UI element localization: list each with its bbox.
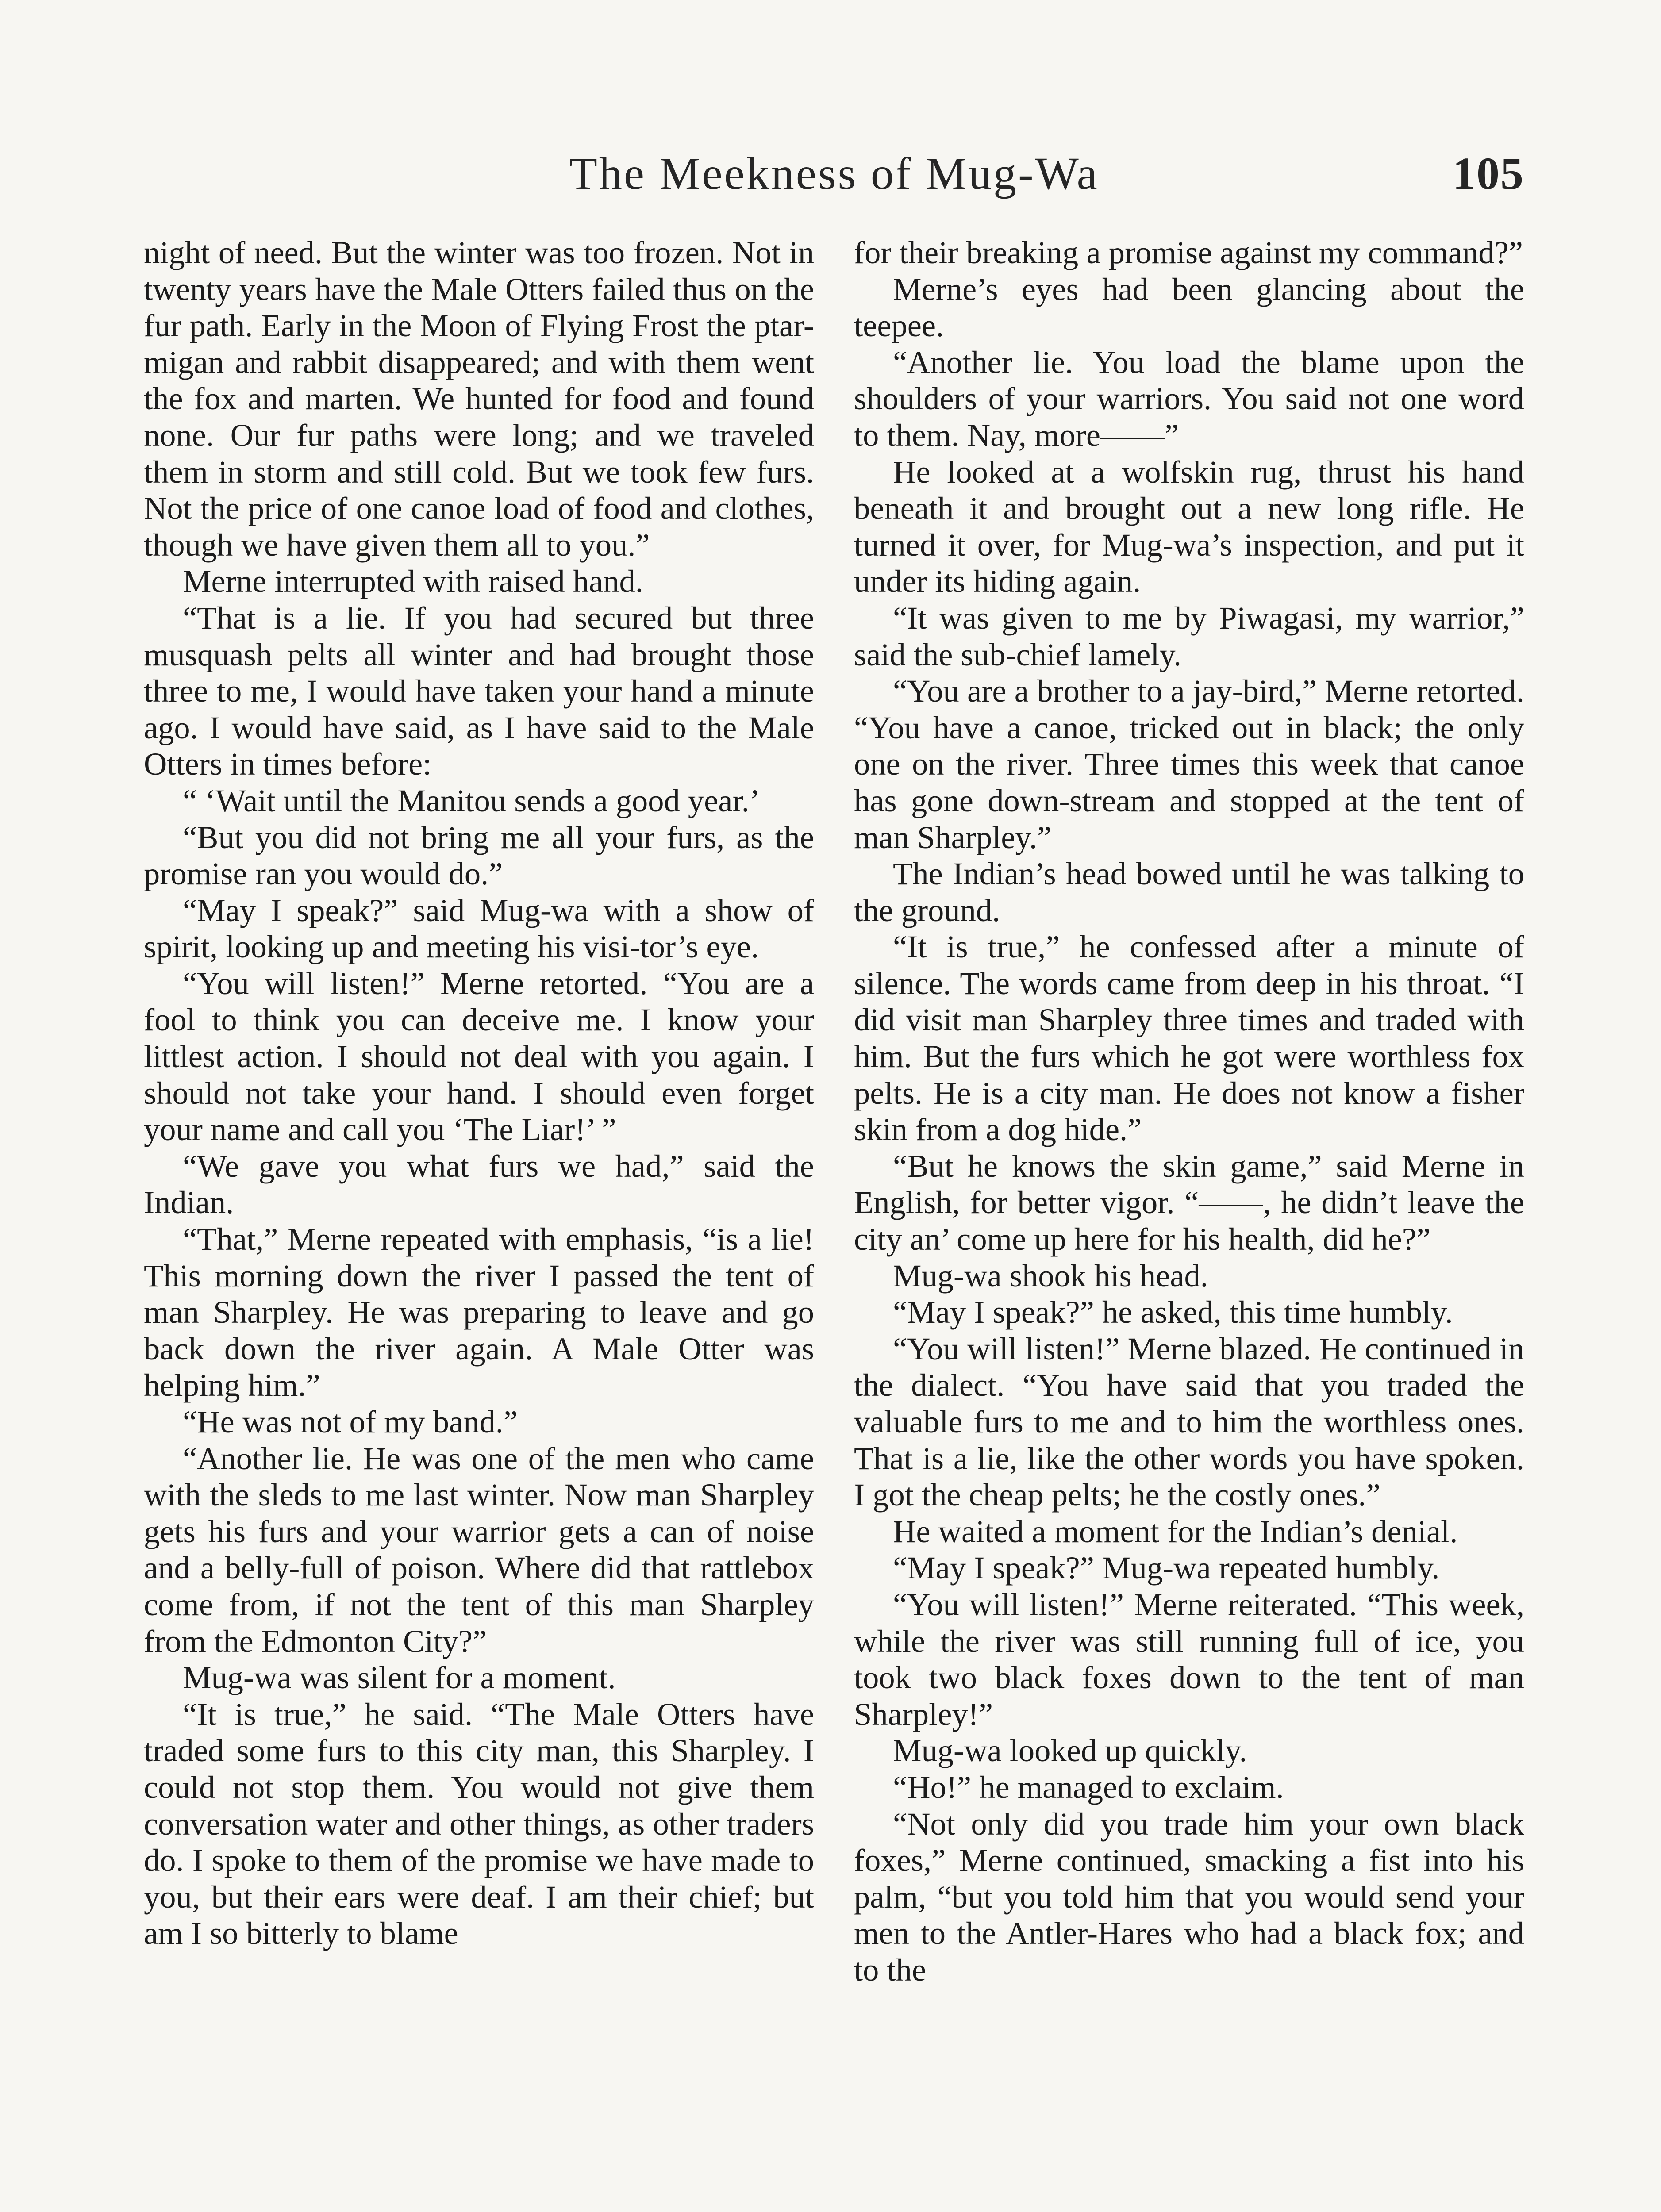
paragraph: “May I speak?” he asked, this time humbly. [893,1294,1453,1330]
paragraph: Mug-wa shook his head. [893,1257,1208,1294]
paragraph: “But he knows the skin game,” said Merne in English, for better vigor. “——, he didn’t leave the city an’ come up here for his health, did he?” [854,1148,1524,1257]
paragraph: “But you did not bring me all your furs, as the promise ran you would do.” [144,819,814,892]
paragraph: “May I speak?” said Mug-wa with a show of spirit, looking up and meeting his visi-tor’s eye. [144,892,814,965]
right-column [854,234,1524,2212]
paragraph: “That,” Merne repeated with emphasis, “is a lie! This morning down the river I passed the tent of man Sharpley. He was preparing to leave and go back down the river again. A Male Otter was helping him.” [144,1221,814,1403]
left-column [144,234,814,2212]
paragraph: He waited a moment for the Indian’s denial. [893,1513,1458,1549]
paragraph: Mug-wa was silent for a moment. [183,1659,616,1696]
paragraph: “That is a lie. If you had secured but three musquash pelts all winter and had brought those three to me, I would have taken your hand a minute ago. I would have said, as I have said to the Male Otters in times before: [144,599,814,782]
paragraph: “You will listen!” Merne reiterated. “This week, while the river was still running full of ice, you took two black foxes down to the tent of man Sharpley!” [854,1586,1524,1732]
paragraph: The Indian’s head bowed until he was talking to the ground. [854,856,1524,928]
paragraph: “He was not of my band.” [183,1404,518,1440]
paragraph: “May I speak?” Mug-wa repeated humbly. [893,1550,1440,1586]
paragraph: Merne’s eyes had been glancing about the teepee. [854,271,1524,344]
paragraph: night of need. But the winter was too frozen. Not in twenty years have the Male Otters failed thus on the fur path. Early in the Moon of Flying Frost the ptar-migan and rabbit disappeared; and with them went the fox and marten. We hunted for food and found none. Our fur paths were long; and we traveled them in storm and still cold. But we took few furs. Not the price of one canoe load of food and clothes, though we have given them all to you.” [144,234,814,563]
paragraph: “You are a brother to a jay-bird,” Merne retorted. “You have a canoe, tricked out in black; the only one on the river. Three times this week that canoe has gone down-stream and stopped at the tent of man Sharpley.” [854,673,1524,855]
paragraph: “You will listen!” Merne blazed. He continued in the dialect. “You have said that you traded the valuable furs to me and to him the worthless ones. That is a lie, like the other words you have spoken. I got the cheap pelts; he the costly ones.” [854,1330,1524,1513]
paragraph: “Ho!” he managed to exclaim. [893,1769,1284,1805]
paragraph: “ ‘Wait until the Manitou sends a good year.’ [183,782,760,818]
paragraph: “It was given to me by Piwagasi, my warrior,” said the sub-chief lamely. [854,599,1524,672]
paragraph: Mug-wa looked up quickly. [893,1732,1247,1769]
paragraph: “You will listen!” Merne retorted. “You are a fool to think you can deceive me. I know your littlest action. I should not deal with you again. I should not take your hand. I should even forget your name and call you ‘The Liar!’ ” [144,965,814,1148]
paragraph: Merne interrupted with raised hand. [183,563,643,599]
paragraph: for their breaking a promise against my command?” [854,234,1523,270]
paragraph: “Not only did you trade him your own black foxes,” Merne continued, smacking a fist into his palm, “but you told him that you would send your men to the Antler-Hares who had a black fox; and to the [854,1805,1524,1988]
paragraph: “Another lie. You load the blame upon the shoulders of your warriors. You said not one word to them. Nay, more——” [854,344,1524,453]
paragraph: He looked at a wolfskin rug, thrust his hand beneath it and brought out a new long rifle. He turned it over, for Mug-wa’s inspection, and put it under its hiding again. [854,453,1524,599]
paragraph: “It is true,” he confessed after a minute of silence. The words came from deep in his throat. “I did visit man Sharpley three times and traded with him. But the furs which he got were worthless fox pelts. He is a city man. He does not know a fisher skin from a dog hide.” [854,929,1524,1148]
running-title: The Meekness of Mug-Wa [569,148,1099,199]
paragraph: “Another lie. He was one of the men who came with the sleds to me last winter. Now man Sharpley gets his furs and your warrior gets a can of noise and a belly-full of poison. Where did that rattlebox come from, if not the tent of this man Sharpley from the Edmonton City?” [144,1440,814,1659]
page-number: 105 [1453,148,1524,199]
page-header [144,141,1524,207]
paragraph: “We gave you what furs we had,” said the Indian. [144,1148,814,1221]
paragraph: “It is true,” he said. “The Male Otters have traded some furs to this city man, this Sharpley. I could not stop them. You would not give them conversation water and other things, as other traders do. I spoke to them of the promise we have made to you, but their ears were deaf. I am their chief; but am I so bitterly to blame [144,1696,814,1951]
